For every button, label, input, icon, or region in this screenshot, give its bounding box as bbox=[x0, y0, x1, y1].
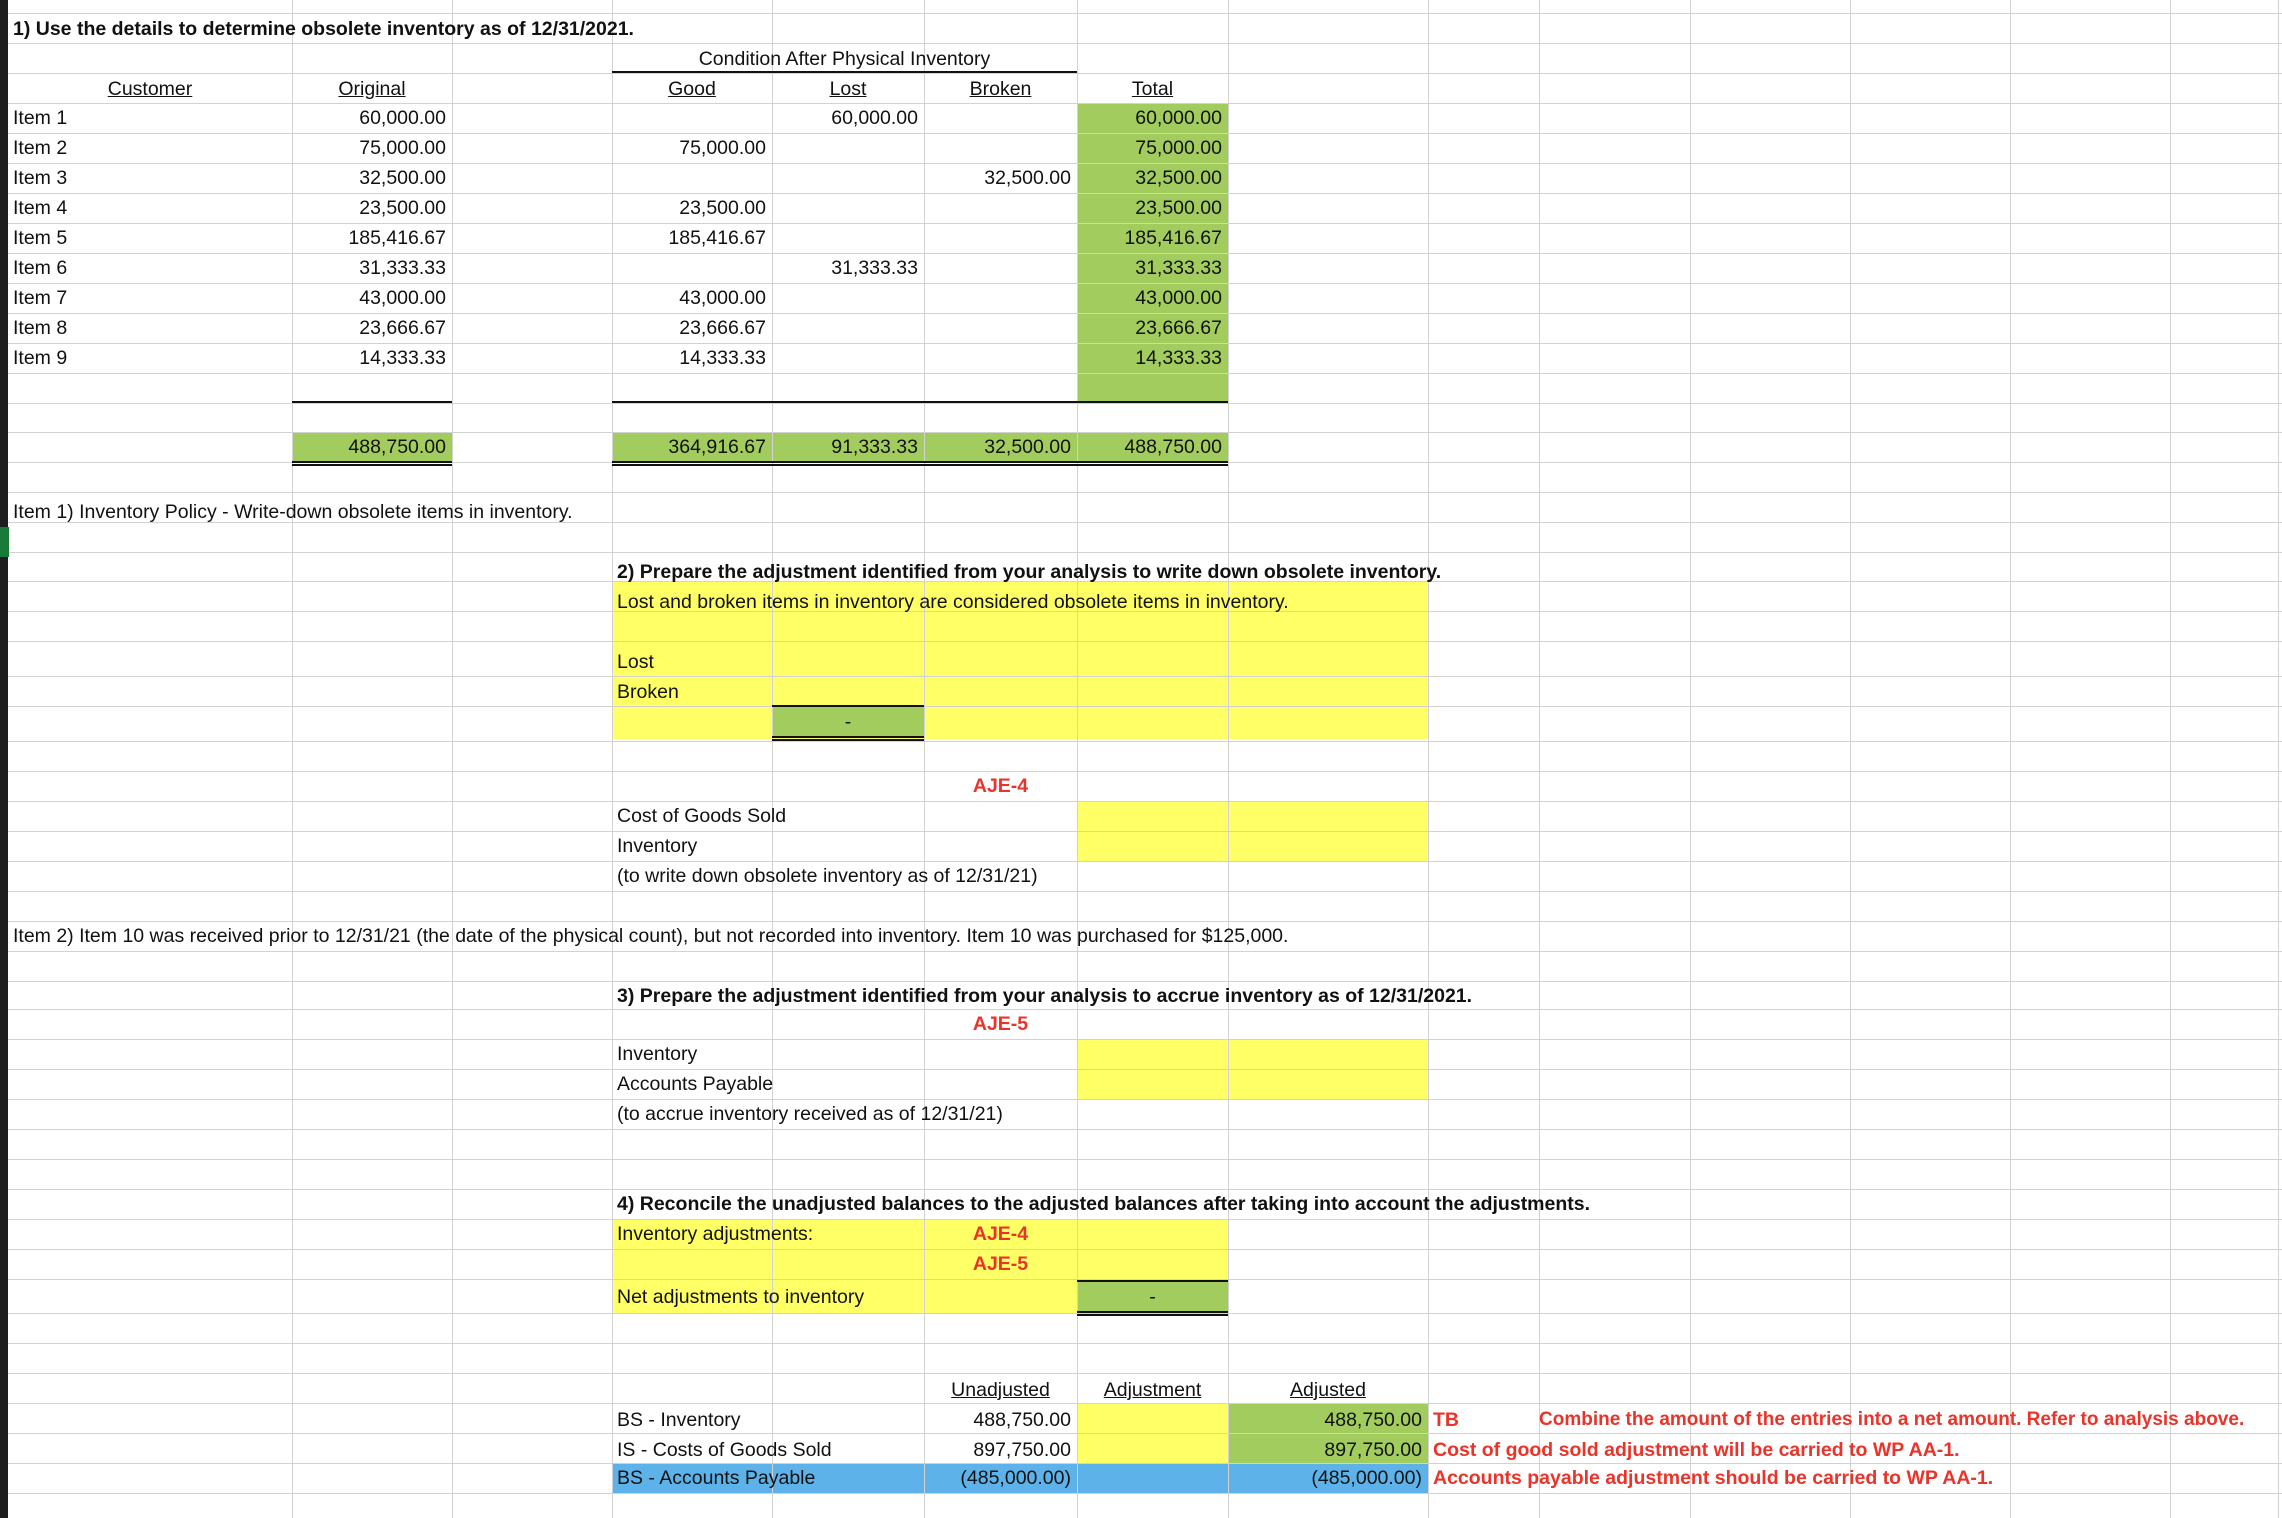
item2-note: Item 2) Item 10 was received prior to 12/31/21 (the date of the physical count), but not recorded into inventory. Item 10 was purchased for $125,000. bbox=[13, 925, 1289, 947]
item-good: 185,416.67 bbox=[668, 227, 766, 249]
item-total: 23,666.67 bbox=[1135, 317, 1222, 339]
condition-header: Condition After Physical Inventory bbox=[698, 48, 991, 70]
item-name: Item 9 bbox=[13, 347, 68, 369]
item-broken bbox=[924, 193, 1077, 223]
item-broken bbox=[924, 133, 1077, 163]
total-total: 488,750.00 bbox=[1124, 436, 1222, 458]
item-broken bbox=[924, 223, 1077, 253]
inventory-adjustments-label: Inventory adjustments: bbox=[617, 1223, 814, 1245]
item-name: Item 4 bbox=[13, 197, 68, 219]
item-original: 43,000.00 bbox=[359, 287, 446, 309]
item-broken bbox=[924, 343, 1077, 373]
policy-note: Item 1) Inventory Policy - Write-down obsolete items in inventory. bbox=[13, 501, 573, 523]
recon-note: Cost of good sold adjustment will be carried to WP AA-1. bbox=[1433, 1439, 1960, 1461]
section3-title: 3) Prepare the adjustment identified from your analysis to accrue inventory as of 12/31/2021. bbox=[617, 985, 1473, 1007]
item-original: 75,000.00 bbox=[359, 137, 446, 159]
lost-label: Lost bbox=[617, 651, 654, 673]
item-good bbox=[612, 103, 772, 133]
recon-label: BS - Accounts Payable bbox=[617, 1467, 816, 1489]
item-original: 32,500.00 bbox=[359, 167, 446, 189]
item-original: 31,333.33 bbox=[359, 257, 446, 279]
section2-title: 2) Prepare the adjustment identified from your analysis to write down obsolete inventory. bbox=[617, 561, 1442, 583]
recon-adjusted: (485,000.00) bbox=[1311, 1467, 1422, 1489]
item-lost bbox=[772, 283, 924, 313]
item-lost: 60,000.00 bbox=[831, 107, 918, 129]
item-name: Item 6 bbox=[13, 257, 68, 279]
item-original: 185,416.67 bbox=[348, 227, 446, 249]
item-total: 60,000.00 bbox=[1135, 107, 1222, 129]
total-broken: 32,500.00 bbox=[984, 436, 1071, 458]
condition-double-rule bbox=[612, 461, 1228, 466]
item-total: 14,333.33 bbox=[1135, 347, 1222, 369]
item-original: 60,000.00 bbox=[359, 107, 446, 129]
item-good: 23,500.00 bbox=[679, 197, 766, 219]
net-adjustments-label: Net adjustments to inventory bbox=[617, 1286, 865, 1308]
col-customer: Customer bbox=[107, 78, 193, 100]
obsolete-sum-value: - bbox=[844, 711, 852, 733]
aje4-label: AJE-4 bbox=[972, 775, 1029, 797]
item-good bbox=[612, 253, 772, 283]
item-lost bbox=[772, 223, 924, 253]
original-subtotal-rule bbox=[292, 401, 452, 403]
original-double-rule bbox=[292, 461, 452, 466]
obsolete-sum-double-rule bbox=[772, 736, 924, 741]
item-name: Item 8 bbox=[13, 317, 68, 339]
item-original: 23,666.67 bbox=[359, 317, 446, 339]
section1-title: 1) Use the details to determine obsolete inventory as of 12/31/2021. bbox=[13, 18, 634, 40]
sheet-left-edge bbox=[0, 0, 8, 1518]
condition-subtotal-rule bbox=[612, 401, 1228, 403]
item-lost bbox=[772, 133, 924, 163]
item-broken bbox=[924, 253, 1077, 283]
aje4-memo: (to write down obsolete inventory as of 12/31/21) bbox=[617, 865, 1038, 887]
recon-unadjusted: 488,750.00 bbox=[973, 1409, 1071, 1431]
item-good: 14,333.33 bbox=[679, 347, 766, 369]
col-adjusted: Adjusted bbox=[1290, 1379, 1366, 1401]
recon-unadjusted: 897,750.00 bbox=[973, 1439, 1071, 1461]
item-total: 43,000.00 bbox=[1135, 287, 1222, 309]
item-original: 23,500.00 bbox=[359, 197, 446, 219]
item-total: 185,416.67 bbox=[1124, 227, 1222, 249]
item-good: 75,000.00 bbox=[679, 137, 766, 159]
aje5-debit-account: Inventory bbox=[617, 1043, 698, 1065]
col-lost: Lost bbox=[829, 78, 867, 100]
item-original: 14,333.33 bbox=[359, 347, 446, 369]
aje4-debit-account: Cost of Goods Sold bbox=[617, 805, 787, 827]
item-name: Item 3 bbox=[13, 167, 68, 189]
item-total: 23,500.00 bbox=[1135, 197, 1222, 219]
item-name: Item 7 bbox=[13, 287, 68, 309]
recon-note: Accounts payable adjustment should be carried to WP AA-1. bbox=[1433, 1467, 1994, 1489]
item-lost bbox=[772, 163, 924, 193]
item-broken bbox=[924, 103, 1077, 133]
recon-unadjusted: (485,000.00) bbox=[960, 1467, 1071, 1489]
item-broken bbox=[924, 313, 1077, 343]
section2-subtitle: Lost and broken items in inventory are considered obsolete items in inventory. bbox=[617, 591, 1289, 613]
item-broken bbox=[924, 283, 1077, 313]
item-lost bbox=[772, 313, 924, 343]
item-total: 32,500.00 bbox=[1135, 167, 1222, 189]
recon-adjusted: 488,750.00 bbox=[1324, 1409, 1422, 1431]
recon-adjusted: 897,750.00 bbox=[1324, 1439, 1422, 1461]
section4-title: 4) Reconcile the unadjusted balances to the adjusted balances after taking into account the adjustments. bbox=[617, 1193, 1591, 1215]
col-adjustment: Adjustment bbox=[1103, 1379, 1202, 1401]
item-total: 75,000.00 bbox=[1135, 137, 1222, 159]
item-broken: 32,500.00 bbox=[984, 167, 1071, 189]
item-good: 43,000.00 bbox=[679, 287, 766, 309]
condition-header-rule bbox=[612, 71, 1077, 73]
total-lost: 91,333.33 bbox=[831, 436, 918, 458]
net-adjustment-double-rule bbox=[1077, 1311, 1228, 1316]
col-good: Good bbox=[668, 78, 716, 100]
item-name: Item 2 bbox=[13, 137, 68, 159]
row-selection-marker bbox=[0, 527, 9, 557]
aje5-credit-account: Accounts Payable bbox=[617, 1073, 774, 1095]
recon-note: Combine the amount of the entries into a net amount. Refer to analysis above. bbox=[1539, 1409, 2245, 1430]
aje5-label: AJE-5 bbox=[972, 1013, 1029, 1035]
item-name: Item 5 bbox=[13, 227, 68, 249]
tb-tag: TB bbox=[1433, 1409, 1459, 1431]
item-good: 23,666.67 bbox=[679, 317, 766, 339]
item-lost: 31,333.33 bbox=[831, 257, 918, 279]
item-lost bbox=[772, 343, 924, 373]
col-original: Original bbox=[338, 78, 406, 100]
total-good: 364,916.67 bbox=[668, 436, 766, 458]
item-total: 31,333.33 bbox=[1135, 257, 1222, 279]
broken-label: Broken bbox=[617, 681, 679, 703]
item-name: Item 1 bbox=[13, 107, 68, 129]
aje4-credit-account: Inventory bbox=[617, 835, 698, 857]
total-original: 488,750.00 bbox=[348, 436, 446, 458]
recon-aje5-label: AJE-5 bbox=[972, 1253, 1029, 1275]
item-lost bbox=[772, 193, 924, 223]
col-unadjusted: Unadjusted bbox=[951, 1379, 1050, 1401]
aje5-memo: (to accrue inventory received as of 12/31/21) bbox=[617, 1103, 1003, 1125]
net-adjustments-value: - bbox=[1149, 1286, 1156, 1308]
col-total: Total bbox=[1131, 78, 1174, 100]
recon-aje4-label: AJE-4 bbox=[972, 1223, 1029, 1245]
item-good bbox=[612, 163, 772, 193]
col-broken: Broken bbox=[969, 78, 1032, 100]
recon-label: BS - Inventory bbox=[617, 1409, 741, 1431]
recon-label: IS - Costs of Goods Sold bbox=[617, 1439, 832, 1461]
